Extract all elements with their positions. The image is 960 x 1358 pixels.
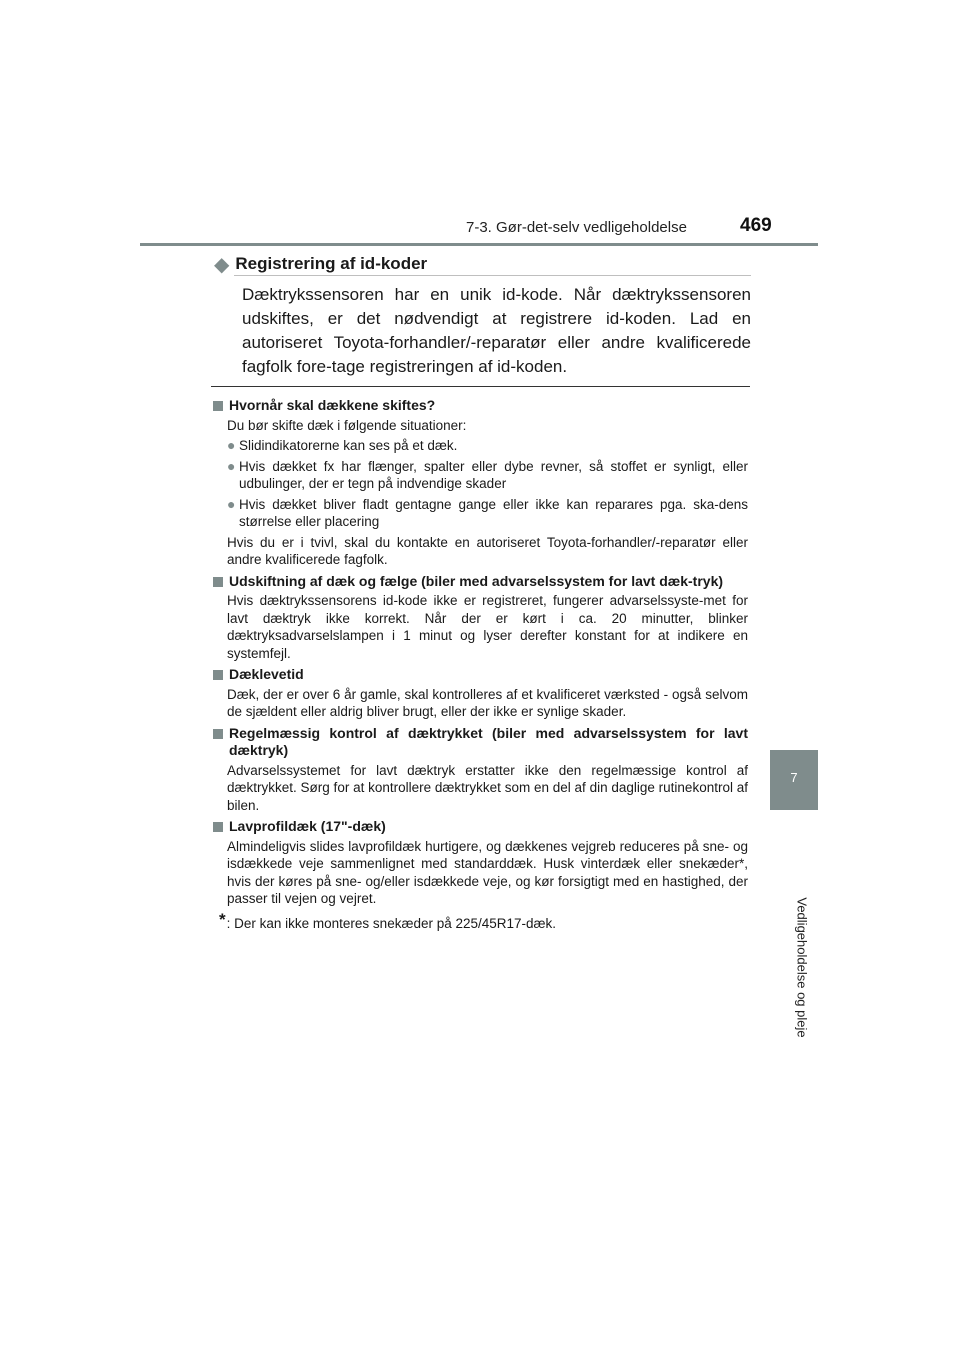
- list-item: ● Hvis dækket fx har flænger, spalter eller dybe revner, så stoffet er synligt, eller udbulinger, der er tegn på indvendige skader: [227, 457, 748, 491]
- page-number: 469: [740, 215, 772, 236]
- item-body: Dæk, der er over 6 år gamle, skal kontrolleres af et kvalificeret værksted - også selvom de sjældent eller aldrig bliver brugt, eller der ikke er synlige skader.: [227, 686, 748, 719]
- notes-content: [210, 393, 748, 932]
- registration-box: [214, 253, 751, 379]
- diamond-icon: ◆: [214, 253, 230, 276]
- footnote-text: : Der kan ikke monteres snekæder på 225/45R17-dæk.: [226, 915, 557, 931]
- footnote: [219, 911, 748, 933]
- box-heading-text: Registrering af id-koder: [235, 254, 428, 273]
- box-body: Dæktrykssensoren har en unik id-kode. Når dæktrykssensoren udskiftes, er det nødvendigt at registrere id-koden. Lad en autoriseret Toyota-forhandler/-reparatør eller andre kvalificerede fagfolk fore-tage registreringen af id-koden.: [242, 285, 751, 376]
- header-rule: [140, 243, 818, 246]
- square-bullet-icon: [213, 729, 223, 739]
- item-heading: Udskiftning af dæk og fælge (biler med advarselssystem for lavt dæk-tryk): [210, 573, 748, 591]
- item-heading: Dæklevetid: [210, 666, 748, 684]
- item-outro: Hvis du er i tvivl, skal du kontakte en autoriseret Toyota-forhandler/-reparatør eller andre kvalificerede fagfolk.: [227, 534, 748, 567]
- chapter-number: 7: [790, 770, 798, 785]
- item-body: Hvis dæktrykssensorens id-kode ikke er registreret, fungerer advarselssyste-met for lavt dæktryk ikke korrekt. Når der er kørt i ca. 20 minutter, blinker dæktryksadvarselslampen i 1 minut og lyser derefter konstant for at indikere en systemfejl.: [227, 593, 748, 661]
- square-bullet-icon: [213, 822, 223, 832]
- square-bullet-icon: [213, 670, 223, 680]
- item-body: Almindeligvis slides lavprofildæk hurtigere, og dækkenes vejgreb reduceres på sne- og isdækkede veje sammenlignet med standarddæk. Husk vinterdæk eller snekæder*, hvis der køres på sne- og/eller isdækkede veje, og kør forsigtigt med en hastighed, der passer til vejen og vejret.: [227, 838, 748, 906]
- square-bullet-icon: [213, 577, 223, 587]
- footnote-marker: *: [219, 909, 226, 929]
- circle-bullet-icon: ●: [227, 437, 236, 453]
- item-heading: Hvornår skal dækkene skiftes?: [210, 397, 748, 415]
- item-intro: Du bør skifte dæk i følgende situationer:: [227, 417, 467, 433]
- section-divider: [211, 386, 750, 387]
- item-heading: Regelmæssig kontrol af dæktrykket (biler med advarselssystem for lavt dæktryk): [210, 725, 748, 760]
- square-bullet-icon: [213, 401, 223, 411]
- item-heading: Lavprofildæk (17"-dæk): [210, 818, 748, 836]
- section-title: 7-3. Gør-det-selv vedligeholdelse: [466, 219, 687, 236]
- item-body: Advarselssystemet for lavt dæktryk erstatter ikke den regelmæssige kontrol af dæktrykket. Sørg for at kontrollere dæktrykket som en del af din daglige rutinekontrol af bilen.: [227, 762, 748, 813]
- circle-bullet-icon: ●: [227, 457, 236, 474]
- chapter-tab: [770, 750, 818, 810]
- circle-bullet-icon: ●: [227, 495, 236, 512]
- chapter-label: Vedligeholdelse og pleje: [794, 897, 810, 1038]
- box-heading-rule: [234, 275, 751, 276]
- list-item: ● Slidindikatorerne kan ses på et dæk.: [227, 437, 458, 453]
- list-item: ● Hvis dækket bliver fladt gentagne gange eller ikke kan reparares pga. ska-dens størrelse eller placering: [227, 495, 748, 529]
- box-heading: [214, 253, 751, 275]
